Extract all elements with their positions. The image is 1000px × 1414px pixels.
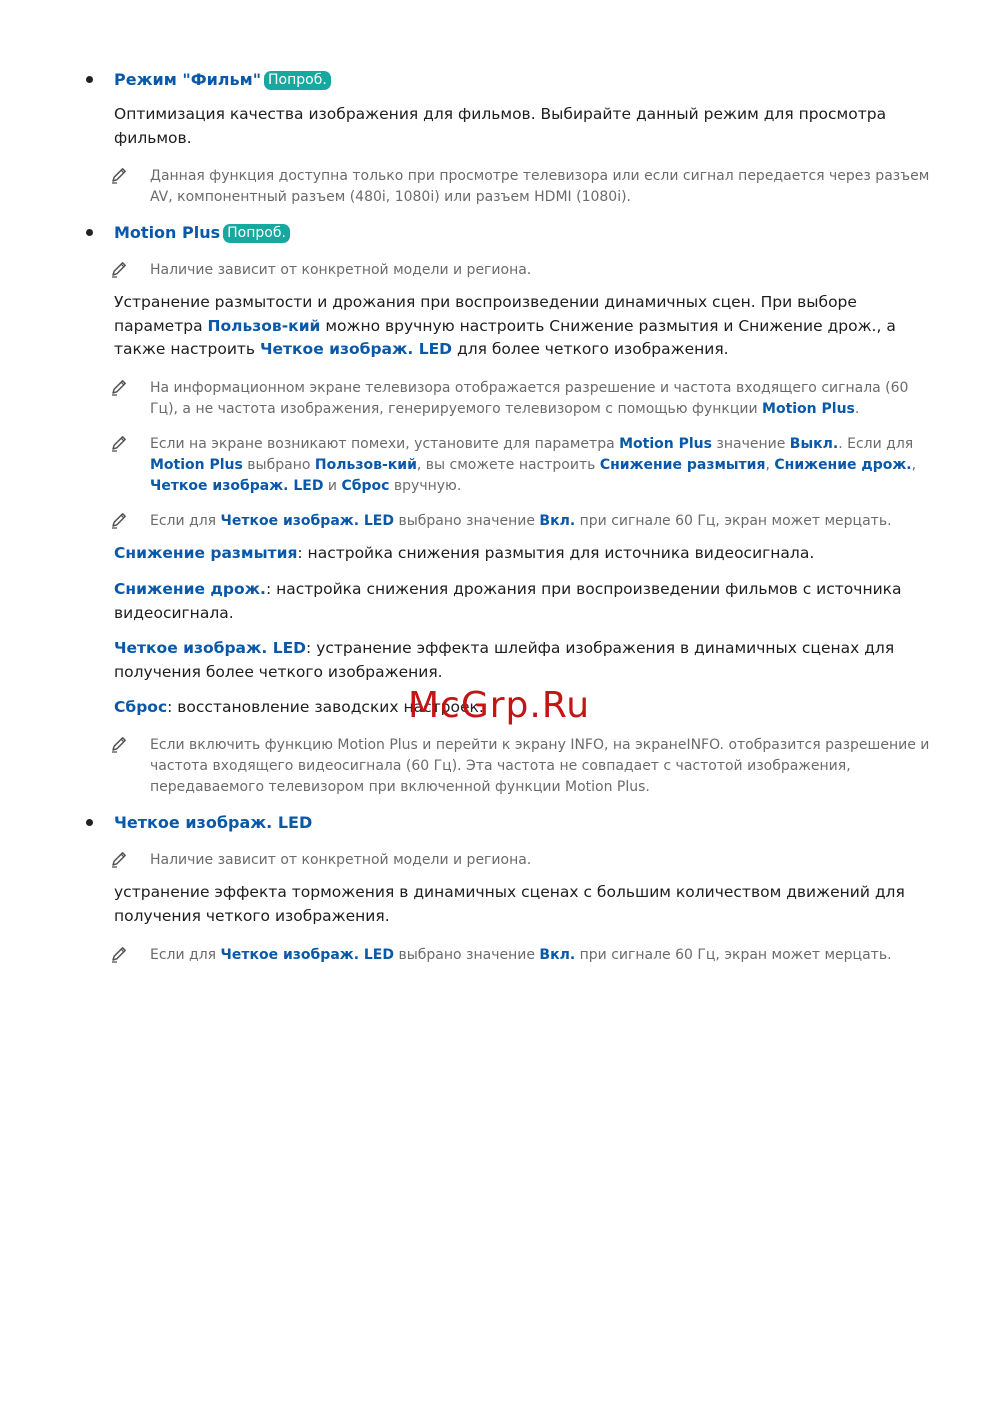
option-motion-plus-link[interactable]: Motion Plus [762, 401, 855, 417]
text-run: . [854, 401, 860, 417]
pencil-note-icon [110, 735, 128, 753]
motion-plus-description [114, 291, 930, 362]
option-clear-led-link[interactable]: Четкое изображ. LED [220, 947, 394, 963]
bullet-dot [86, 76, 93, 83]
note-text: Данная функция доступна только при просмотре телевизора или если сигнал передается через разъем AV, компонентный разъем (480i, 1080i) или разъем HDMI (1080i). [150, 168, 930, 205]
option-clear-led-link[interactable]: Четкое изображ. LED [260, 340, 453, 358]
try-button-film[interactable]: Попроб. [264, 71, 331, 90]
text-run: : настройка снижения дрожания при воспроизведении фильмов с источника видеосигнала. [114, 580, 902, 622]
text-run: выбрано значение [394, 513, 540, 529]
text-run: , вы сможете настроить [416, 457, 600, 473]
option-blur-reduction-link[interactable]: Снижение размытия [114, 544, 298, 562]
option-reset-link[interactable]: Сброс [341, 478, 390, 494]
pencil-note-icon [110, 260, 128, 278]
option-clear-led-link[interactable]: Четкое изображ. LED [220, 513, 394, 529]
note-motion-info-screen [150, 378, 940, 420]
note-text: Если включить функцию Motion Plus и перейти к экрану INFO, на экранеINFO. отобразится разрешение и частота входящего видеосигнала (60 Гц). Эта частота не совпадает с частотой изображения, передаваемого телевизором при включенной функции Motion Plus. [150, 737, 930, 795]
text-run: при сигнале 60 Гц, экран может мерцать. [575, 513, 892, 529]
text-run: . Если для [838, 436, 914, 452]
text-run: Если для [150, 947, 221, 963]
bullet-dot [86, 819, 93, 826]
blur-reduction-item [114, 542, 930, 566]
note-film-availability [150, 166, 940, 208]
pencil-note-icon [110, 945, 128, 963]
note-motion-flicker [150, 511, 940, 532]
note-clear-led-availability [150, 850, 940, 871]
value-off-link[interactable]: Выкл. [789, 436, 839, 452]
text-run: значение [711, 436, 790, 452]
option-judder-reduction-link[interactable]: Снижение дрож. [774, 457, 912, 473]
text-run: выбрано значение [394, 947, 540, 963]
pencil-note-icon [110, 166, 128, 184]
clear-led-title: Четкое изображ. LED [114, 813, 313, 832]
note-text: Наличие зависит от конкретной модели и региона. [150, 852, 532, 868]
bullet-motion-plus [114, 222, 930, 244]
note-motion-availability [150, 260, 940, 281]
option-blur-reduction-link[interactable]: Снижение размытия [599, 457, 766, 473]
bullet-film-mode [114, 69, 930, 91]
option-clear-led-link[interactable]: Четкое изображ. LED [114, 639, 307, 657]
option-custom-link[interactable]: Пользов-кий [207, 316, 321, 335]
text-run: при сигнале 60 Гц, экран может мерцать. [575, 947, 892, 963]
option-judder-reduction-link[interactable]: Снижение дрож. [114, 580, 266, 598]
note-motion-noise [150, 434, 940, 497]
text-run: : устранение эффекта шлейфа изображения в динамичных сценах для получения более четкого изображения. [114, 639, 895, 681]
film-mode-description: Оптимизация качества изображения для фильмов. Выбирайте данный режим для просмотра фильмов. [114, 105, 887, 147]
pencil-note-icon [110, 850, 128, 868]
judder-reduction-item [114, 578, 930, 625]
text-run: выбрано [242, 457, 315, 473]
text-run: Если для [150, 513, 221, 529]
motion-plus-title: Motion Plus [114, 223, 221, 242]
option-reset-link[interactable]: Сброс [114, 698, 168, 716]
note-clear-led-flicker [150, 945, 940, 966]
option-custom-link[interactable]: Пользов-кий [314, 457, 417, 473]
value-on-link[interactable]: Вкл. [539, 513, 576, 529]
film-mode-title: Режим "Фильм" [114, 70, 262, 89]
pencil-note-icon [110, 378, 128, 396]
option-clear-led-link[interactable]: Четкое изображ. LED [150, 478, 324, 494]
text-run: : восстановление заводских настроек. [167, 698, 484, 716]
pencil-note-icon [110, 511, 128, 529]
text-run: можно вручную настроить Снижение размытия и Снижение дрож., а также настроить [114, 316, 896, 358]
try-button-motion[interactable]: Попроб. [223, 224, 290, 243]
clear-led-item [114, 637, 930, 684]
pencil-note-icon [110, 434, 128, 452]
value-on-link[interactable]: Вкл. [539, 947, 576, 963]
text-run: вручную. [389, 478, 462, 494]
bullet-clear-led [114, 812, 930, 834]
text-run: , [765, 457, 775, 473]
bullet-dot [86, 229, 93, 236]
text-run: На информационном экране телевизора отображается разрешение и частота входящего сигнала (60 Гц), а не частота изображения, генерируемого телевизором с помощью функции [150, 380, 909, 417]
text-run: для более четкого изображения. [452, 340, 729, 358]
watermark: McGrp.Ru [408, 685, 591, 726]
option-motion-plus-link[interactable]: Motion Plus [150, 457, 243, 473]
text-run: : настройка снижения размытия для источника видеосигнала. [297, 544, 815, 562]
option-motion-plus-link[interactable]: Motion Plus [619, 436, 712, 452]
note-text: Наличие зависит от конкретной модели и региона. [150, 262, 532, 278]
text-run: , [911, 457, 917, 473]
note-motion-info-frequency [150, 735, 940, 798]
text-run: Если на экране возникают помехи, установите для параметра [150, 436, 620, 452]
text-run: и [323, 478, 342, 494]
text-run: Устранение размытости и дрожания при воспроизведении динамичных сцен. При выборе параметра [114, 293, 857, 335]
clear-led-description: устранение эффекта торможения в динамичных сценах с большим количеством движений для получения четкого изображения. [114, 883, 905, 925]
